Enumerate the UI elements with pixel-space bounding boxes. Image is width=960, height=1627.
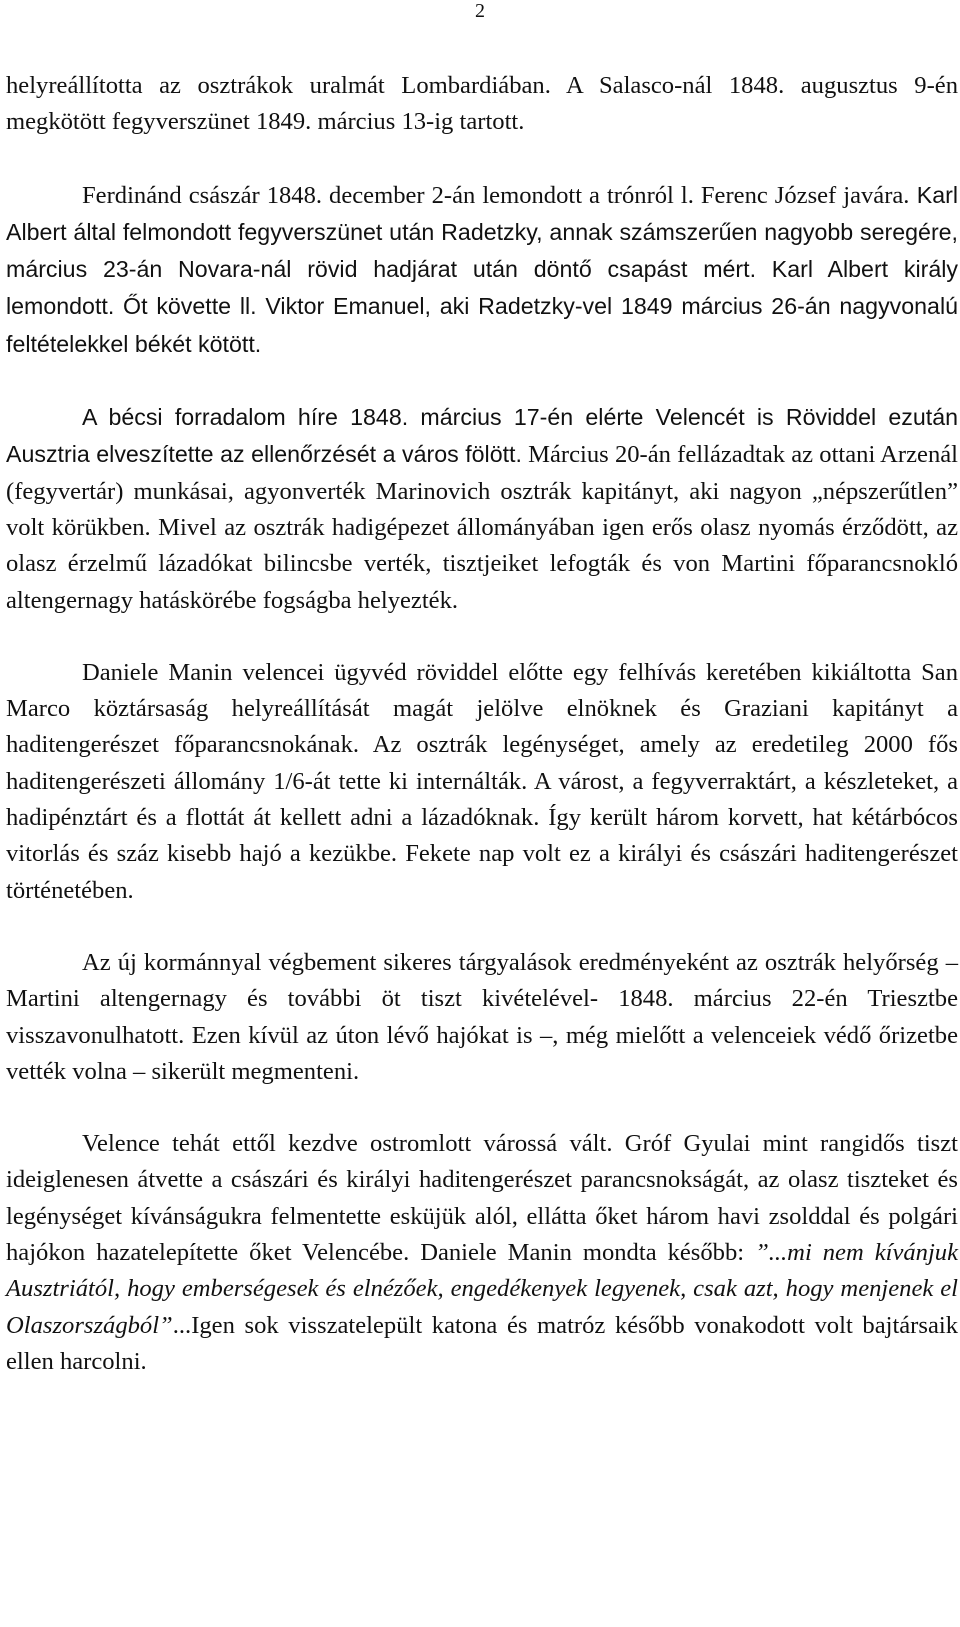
- paragraph-6-tail: ...Igen sok visszatelepült katona és matróz később vonakodott volt bajtársaik ellen harcolni.: [6, 1311, 958, 1375]
- paragraph-2-body: Karl Albert által felmondott fegyverszünet után Radetzky, annak számszerűen nagyobb seregére, március 23-án Novara-nál rövid hadjárat után döntő csapást mért. Karl Albert király lemondott. Őt követte ll. Viktor Emanuel, aki Radetzky-vel 1849 március 26-án nagyvonalú feltételekkel békét kötött.: [6, 181, 958, 357]
- paragraph-3: [6, 399, 958, 619]
- page-number: 2: [475, 0, 485, 22]
- paragraph-2: [6, 177, 958, 363]
- paragraph-6: [6, 1126, 958, 1380]
- paragraph-5: Az új kormánnyal végbement sikeres tárgyalások eredményeként az osztrák helyőrség – Martini altengernagy és további öt tiszt kivételével- 1848. március 22-én Triesztbe visszavonulhatott. Ezen kívül az úton lévő hajókat is –, még mielőtt a velenceiek védő őrizetbe vették volna – sikerült megmenteni.: [6, 948, 958, 1085]
- paragraph-6-lead: Velence tehát ettől kezdve ostromlott várossá vált. Gróf Gyulai mint rangidős tiszt ideiglenesen átvette a császári és királyi haditengerészet parancsnokságát, az olasz tiszteket és legénységet kívánságukra felmentette esküjük alól, ellátta őket három havi zsolddal és polgári hajókon hazatelepítette őket Velencébe. Daniele Manin mondta később:: [6, 1130, 958, 1267]
- paragraph-4: Daniele Manin velencei ügyvéd röviddel előtte egy felhívás keretében kikiáltotta San Marco köztársaság helyreállítását magát jelölve elnöknek és Graziani kapitányt a haditengerészet főparancsnokának. Az osztrák legénységet, amely az eredetileg 2000 fős haditengerészeti állomány 1/6-át tette ki internálták. A várost, a fegyverraktárt, a készleteket, a hadipénztárt és a flottát át kellett adni a lázadóknak. Így került három korvett, hat kétárbócos vitorlás és száz kisebb hajó a kezükbe. Fekete nap volt ez a királyi és császári haditengerészet történetében.: [6, 658, 958, 904]
- paragraph-3-body: Március 20-án fellázadtak az ottani Arzenál (fegyvertár) munkásai, agyonverték Marinovich osztrák kapitányt, aki nagyon „népszerűtlen” volt körükben. Mivel az osztrák hadigépezet állományában igen erős olasz nyomás érződött, az olasz érzelmű lázadókat bilincsbe verték, tisztjeiket lefogták és von Martini főparancsnokló altengernagy hatáskörébe fogságba helyezték.: [6, 441, 958, 614]
- manin-quote: ”...mi nem kívánjuk Ausztriától, hogy emberségesek és elnézőek, engedékenyek legyenek, csak azt, hogy menjenek el Olaszországból”: [6, 1239, 959, 1339]
- paragraph-1: helyreállította az osztrákok uralmát Lombardiában. A Salasco-nál 1848. augusztus 9-én megkötött fegyverszünet 1849. március 13-ig tartott.: [6, 72, 958, 136]
- paragraph-3-lead: A bécsi forradalom híre 1848. március 17-én elérte Velencét is Röviddel ezután Ausztria elveszítette az ellenőrzését a város fölött.: [6, 404, 958, 468]
- paragraph-2-lead: Ferdinánd császár 1848. december 2-án lemondott a trónról l. Ferenc József javára.: [82, 181, 910, 209]
- document-body: [6, 68, 958, 1380]
